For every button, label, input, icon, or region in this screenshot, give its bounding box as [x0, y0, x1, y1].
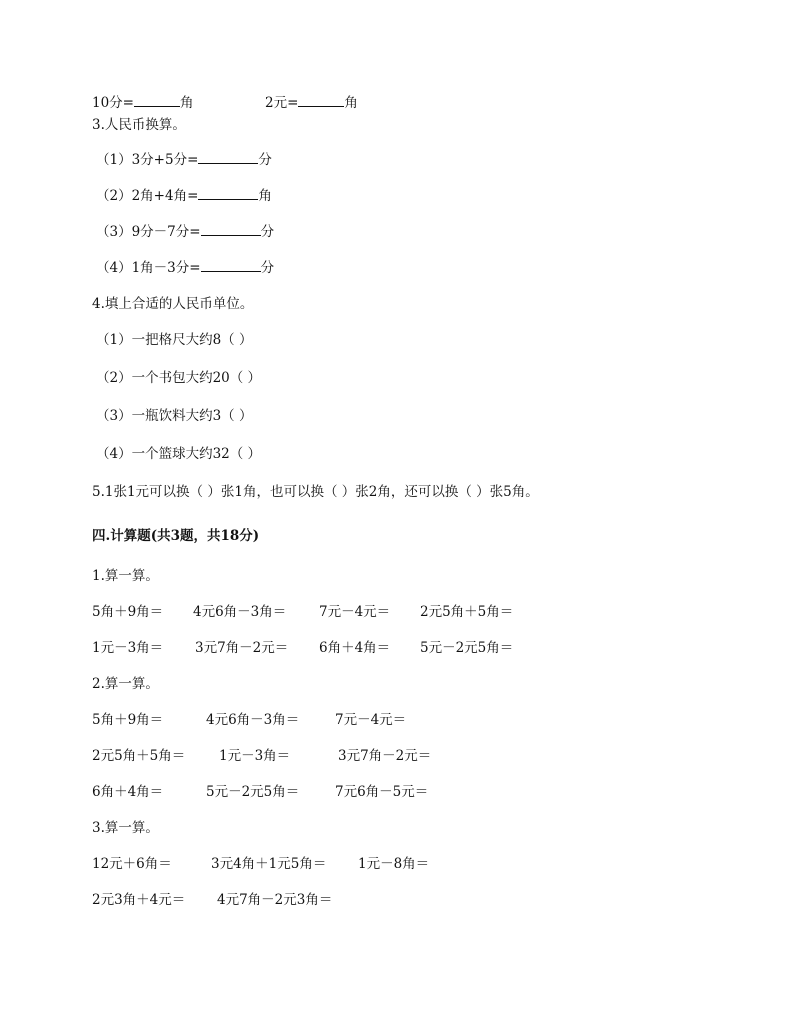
calc-problem: 2元5角＋5角＝: [92, 748, 186, 764]
calc-problem: 2元3角＋4元＝: [92, 892, 186, 908]
answer-blank[interactable]: [134, 94, 180, 107]
section-4-heading: 四.计算题(共3题，共18分): [92, 528, 260, 544]
calc-problem: 5元－2元5角＝: [206, 784, 300, 800]
question-4-item-2: （2）一个书包大约20（ ）: [96, 370, 262, 386]
calc-problem: 3元7角－2元＝: [338, 748, 432, 764]
calc-problem: 4元6角－3角＝: [193, 604, 287, 620]
calc-problem: 3元4角＋1元5角＝: [211, 856, 327, 872]
calc-problem: 1元－8角＝: [358, 856, 430, 872]
question-3-item-2: （2）2角+4角= 角: [96, 188, 272, 204]
sub-1-title: 1.算一算。: [92, 568, 159, 584]
calc-problem: 7元6角－5元＝: [335, 784, 429, 800]
calc-problem: 3元7角－2元＝: [195, 640, 289, 656]
calc-problem: 1元－3角＝: [92, 640, 164, 656]
calc-problem: 5角＋9角＝: [92, 712, 164, 728]
calc-problem: 5角＋9角＝: [92, 604, 164, 620]
calc-problem: 6角＋4角＝: [319, 640, 391, 656]
question-4-item-4: （4）一个篮球大约32（ ）: [96, 446, 262, 462]
calc-problem: 7元－4元＝: [335, 712, 407, 728]
answer-blank[interactable]: [198, 151, 258, 164]
answer-blank[interactable]: [298, 94, 344, 107]
calc-problem: 2元5角＋5角＝: [420, 604, 514, 620]
question-4-title: 4.填上合适的人民币单位。: [92, 296, 254, 312]
sub-2-title: 2.算一算。: [92, 676, 159, 692]
answer-blank[interactable]: [201, 259, 261, 272]
answer-blank[interactable]: [198, 187, 258, 200]
question-3-item-4: （4）1角－3分= 分: [96, 260, 275, 276]
question-3-title: 3.人民币换算。: [92, 117, 186, 133]
calc-problem: 12元＋6角＝: [92, 856, 172, 872]
sub-3-title: 3.算一算。: [92, 820, 159, 836]
calc-problem: 5元－2元5角＝: [420, 640, 514, 656]
calc-problem: 1元－3角＝: [219, 748, 291, 764]
calc-problem: 4元7角－2元3角＝: [217, 892, 333, 908]
question-4-item-1: （1）一把格尺大约8（ ）: [96, 332, 253, 348]
question-3-item-3: （3）9分－7分= 分: [96, 224, 275, 240]
calc-problem: 4元6角－3角＝: [206, 712, 300, 728]
calc-problem: 7元－4元＝: [319, 604, 391, 620]
conversion-left: 10分= 角: [92, 95, 194, 111]
calc-problem: 6角＋4角＝: [92, 784, 164, 800]
question-5: 5.1张1元可以换（ ）张1角，也可以换（ ）张2角，还可以换（ ）张5角。: [92, 484, 539, 500]
answer-blank[interactable]: [201, 223, 261, 236]
conversion-right: 2元= 角: [265, 95, 358, 111]
question-3-item-1: （1）3分+5分= 分: [96, 152, 272, 168]
question-4-item-3: （3）一瓶饮料大约3（ ）: [96, 408, 253, 424]
